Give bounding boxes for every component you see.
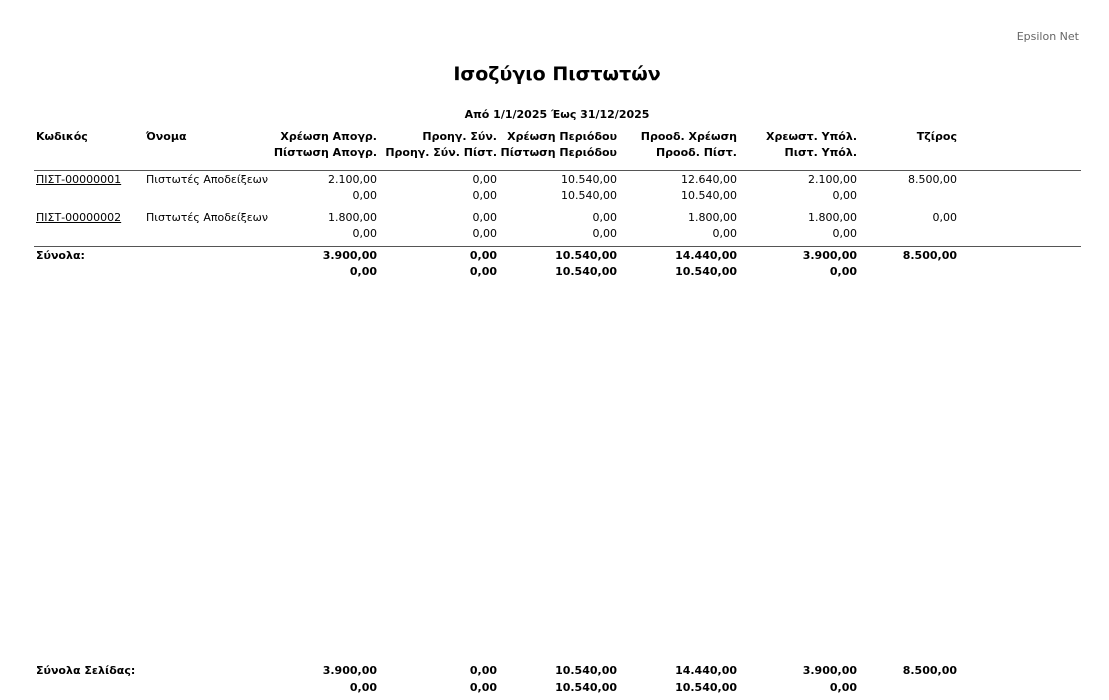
page-total-prev-total-credit: 0,00 <box>469 681 497 694</box>
header-prev-total-credit: Προηγ. Σύν. Πίστ. <box>385 146 497 159</box>
header-debit-inventory: Χρέωση Απογρ. <box>280 130 377 143</box>
page-total-prev-total: 0,00 <box>469 664 497 677</box>
debit-balance: 1.800,00 <box>808 211 857 224</box>
prev-total: 0,00 <box>472 211 497 224</box>
total-turnover: 8.500,00 <box>902 249 957 262</box>
total-prev-total-credit: 0,00 <box>469 265 497 278</box>
total-prev-total: 0,00 <box>469 249 497 262</box>
header-name: Όνομα <box>146 130 187 143</box>
page-total-debit-balance: 3.900,00 <box>802 664 857 677</box>
progressive-debit: 12.640,00 <box>681 173 737 186</box>
period-credit: 10.540,00 <box>561 189 617 202</box>
page-totals-label: Σύνολα Σελίδας: <box>36 664 136 677</box>
header-period-debit: Χρέωση Περιόδου <box>507 130 617 143</box>
page-total-debit-inventory: 3.900,00 <box>322 664 377 677</box>
page-total-credit-balance: 0,00 <box>829 681 857 694</box>
header-progressive-debit: Προοδ. Χρέωση <box>640 130 737 143</box>
header-prev-total: Προηγ. Σύν. <box>422 130 497 143</box>
creditor-name: Πιστωτές Αποδείξεων <box>146 173 269 186</box>
total-credit-balance: 0,00 <box>829 265 857 278</box>
creditor-code-link[interactable]: ΠΙΣΤ-00000001 <box>36 173 122 186</box>
prev-total-credit: 0,00 <box>472 227 497 240</box>
credit-balance: 0,00 <box>832 189 857 202</box>
total-debit-balance: 3.900,00 <box>802 249 857 262</box>
progressive-credit: 10.540,00 <box>681 189 737 202</box>
period-debit: 0,00 <box>592 211 617 224</box>
period-debit: 10.540,00 <box>561 173 617 186</box>
totals-divider <box>34 246 1081 247</box>
page-total-period-credit: 10.540,00 <box>555 681 617 694</box>
header-credit-inventory: Πίστωση Απογρ. <box>273 146 377 159</box>
progressive-credit: 0,00 <box>712 227 737 240</box>
header-progressive-credit: Προοδ. Πίστ. <box>655 146 737 159</box>
page-total-progressive-debit: 14.440,00 <box>675 664 737 677</box>
totals-label: Σύνολα: <box>36 249 85 262</box>
brand-label: Epsilon Net <box>1016 30 1079 43</box>
period-credit: 0,00 <box>592 227 617 240</box>
credit-balance: 0,00 <box>832 227 857 240</box>
total-period-debit: 10.540,00 <box>555 249 617 262</box>
header-code: Κωδικός <box>36 130 88 143</box>
creditor-name: Πιστωτές Αποδείξεων <box>146 211 269 224</box>
creditor-code-link[interactable]: ΠΙΣΤ-00000002 <box>36 211 122 224</box>
debit-inventory: 2.100,00 <box>328 173 377 186</box>
total-credit-inventory: 0,00 <box>349 265 377 278</box>
header-divider <box>34 170 1081 171</box>
progressive-debit: 1.800,00 <box>688 211 737 224</box>
header-credit-balance: Πιστ. Υπόλ. <box>784 146 857 159</box>
debit-inventory: 1.800,00 <box>328 211 377 224</box>
turnover: 8.500,00 <box>908 173 957 186</box>
debit-balance: 2.100,00 <box>808 173 857 186</box>
total-debit-inventory: 3.900,00 <box>322 249 377 262</box>
total-progressive-credit: 10.540,00 <box>675 265 737 278</box>
header-turnover: Τζίρος <box>916 130 957 143</box>
report-title: Ισοζύγιο Πιστωτών <box>453 63 661 85</box>
total-period-credit: 10.540,00 <box>555 265 617 278</box>
header-debit-balance: Χρεωστ. Υπόλ. <box>766 130 857 143</box>
header-period-credit: Πίστωση Περιόδου <box>500 146 617 159</box>
prev-total-credit: 0,00 <box>472 189 497 202</box>
page-total-progressive-credit: 10.540,00 <box>675 681 737 694</box>
prev-total: 0,00 <box>472 173 497 186</box>
turnover: 0,00 <box>932 211 957 224</box>
page-total-turnover: 8.500,00 <box>902 664 957 677</box>
total-progressive-debit: 14.440,00 <box>675 249 737 262</box>
credit-inventory: 0,00 <box>352 189 377 202</box>
page-total-period-debit: 10.540,00 <box>555 664 617 677</box>
credit-inventory: 0,00 <box>352 227 377 240</box>
page-total-credit-inventory: 0,00 <box>349 681 377 694</box>
report-period: Από 1/1/2025 Έως 31/12/2025 <box>464 108 650 121</box>
